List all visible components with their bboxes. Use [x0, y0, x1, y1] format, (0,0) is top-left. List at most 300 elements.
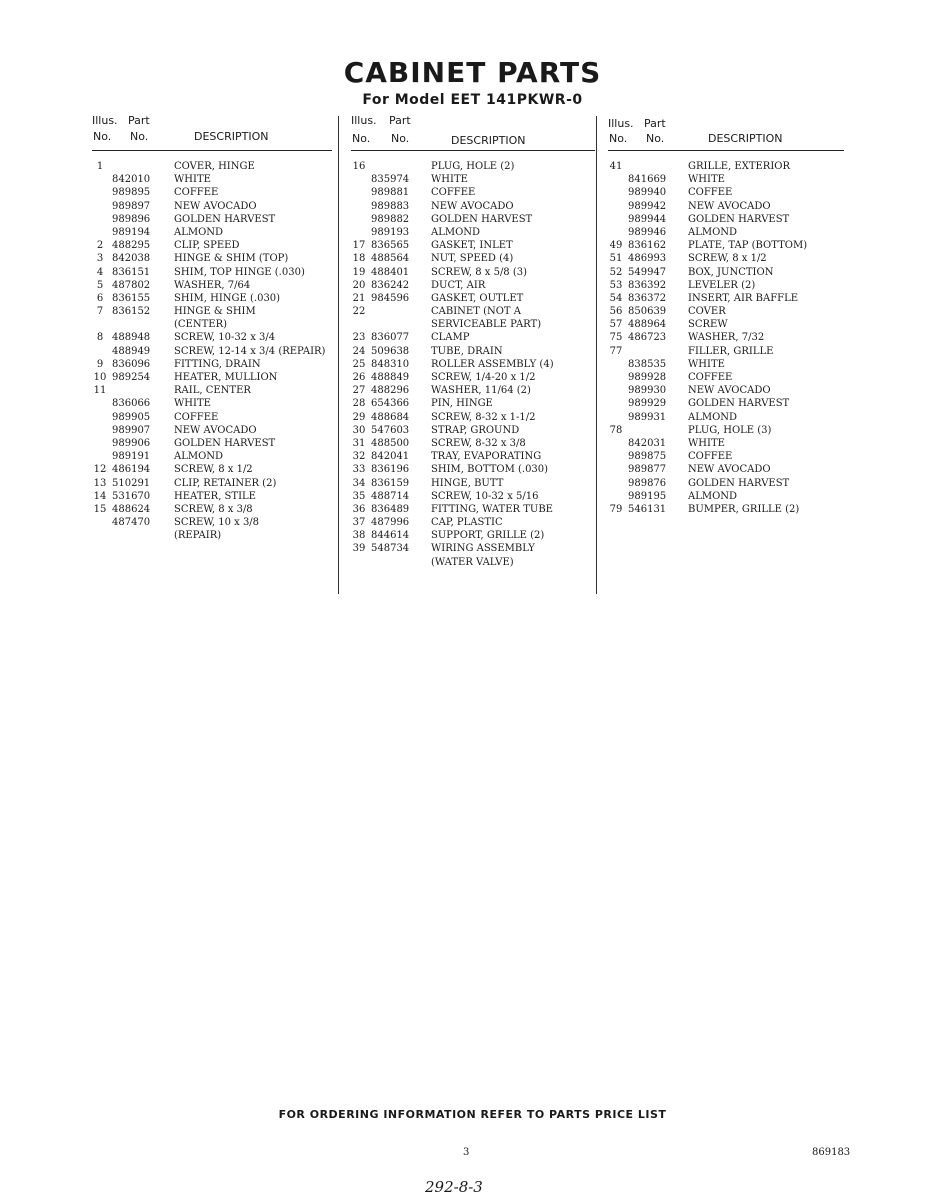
part-row [351, 279, 595, 292]
part-number: 510291 [112, 477, 151, 489]
part-description: CLIP, SPEED [174, 240, 240, 252]
part-row [608, 477, 844, 490]
part-description: GRILLE, EXTERIOR [688, 161, 791, 172]
part-description: PLATE, TAP (BOTTOM) [688, 240, 808, 252]
illus-number: 30 [352, 424, 366, 436]
part-number: 836489 [371, 503, 410, 515]
illus-number: 24 [352, 345, 366, 357]
part-row [92, 279, 332, 292]
illus-number: 21 [352, 292, 366, 304]
part-number: 850639 [628, 306, 667, 318]
illus-number: 16 [352, 161, 366, 172]
part-row [92, 411, 332, 424]
part-number: 989946 [628, 226, 667, 238]
part-row [92, 239, 332, 252]
part-row [351, 503, 595, 516]
illus-number: 34 [352, 477, 366, 489]
illus-number: 31 [352, 437, 366, 449]
illus-number: 4 [96, 266, 104, 278]
part-row [351, 411, 595, 424]
part-row [92, 331, 332, 344]
part-description: NEW AVOCADO [688, 200, 771, 212]
part-number: 836066 [112, 398, 151, 410]
part-number: 836196 [371, 464, 410, 476]
illus-number: 6 [96, 292, 104, 304]
illus-number: 52 [609, 266, 623, 278]
illus-number: 35 [352, 490, 366, 502]
ordering-info-footer: FOR ORDERING INFORMATION REFER TO PARTS PRICE LIST [278, 1108, 667, 1121]
parts-rows [92, 160, 332, 542]
part-number: 989877 [628, 464, 667, 476]
part-row [608, 266, 844, 279]
part-number: 989895 [112, 187, 151, 199]
part-description: CLAMP [431, 332, 470, 344]
part-row [92, 305, 332, 318]
part-row [92, 318, 332, 331]
part-description: RAIL, CENTER [174, 385, 251, 397]
part-description: ALMOND [688, 226, 738, 238]
part-row [92, 226, 332, 239]
part-description: WHITE [688, 358, 725, 370]
part-row [92, 173, 332, 186]
part-description: STRAP, GROUND [431, 424, 520, 436]
part-row [351, 160, 595, 173]
part-description: SHIM, BOTTOM (.030) [431, 464, 549, 476]
part-description: WASHER, 11/64 (2) [431, 385, 531, 397]
part-description: GOLDEN HARVEST [688, 477, 790, 489]
part-row [92, 371, 332, 384]
column-header [92, 114, 332, 152]
part-description: BUMPER, GRILLE (2) [688, 503, 800, 515]
part-number: 488714 [371, 490, 410, 502]
part-description: SHIM, TOP HINGE (.030) [174, 266, 305, 278]
illus-number: 36 [352, 503, 366, 515]
part-number: 842031 [628, 437, 667, 449]
illus-number: 29 [352, 411, 366, 423]
part-number: 486194 [112, 464, 151, 476]
part-row [608, 252, 844, 265]
part-row [608, 463, 844, 476]
part-description: SCREW, 10-32 x 3/4 [174, 332, 276, 344]
parts-column-2 [351, 114, 595, 569]
header-part-no: No. [646, 132, 665, 145]
part-number: 841669 [628, 174, 667, 186]
part-description: SCREW, 10-32 x 5/16 [431, 490, 539, 502]
part-description: SCREW, 1/4-20 x 1/2 [431, 372, 536, 383]
part-row [351, 424, 595, 437]
part-row [92, 516, 332, 529]
part-number: 548734 [371, 543, 410, 555]
illus-number: 5 [96, 279, 104, 291]
illus-number: 78 [609, 424, 623, 436]
header-part-no: No. [391, 132, 410, 145]
document-number: 869183 [812, 1147, 851, 1158]
part-number: 836077 [371, 332, 410, 344]
part-number: 989897 [112, 200, 151, 212]
illus-number: 37 [352, 517, 366, 529]
part-number: 989929 [628, 398, 667, 410]
part-description: SUPPORT, GRILLE (2) [431, 530, 545, 542]
header-illus: Illus. [351, 114, 377, 127]
part-number: 989194 [112, 226, 151, 238]
part-description: TUBE, DRAIN [431, 345, 503, 357]
part-description: WHITE [431, 174, 468, 186]
part-number: 989930 [628, 385, 667, 397]
part-row [351, 477, 595, 490]
part-row [92, 213, 332, 226]
part-number: 842041 [371, 451, 410, 463]
illus-number: 11 [93, 385, 107, 397]
part-number: 488948 [112, 332, 151, 344]
part-row [351, 556, 595, 569]
illus-number: 10 [93, 372, 107, 383]
part-description: CLIP, RETAINER (2) [174, 477, 277, 489]
part-number: 654366 [371, 398, 410, 410]
part-number: 989195 [628, 490, 667, 502]
part-row [92, 503, 332, 516]
part-row [92, 477, 332, 490]
illus-number: 23 [352, 332, 366, 344]
part-number: 989907 [112, 424, 151, 436]
parts-rows [351, 160, 595, 569]
part-description: COFFEE [174, 411, 219, 423]
part-description: SCREW, 8 x 3/8 [174, 503, 253, 515]
part-row [351, 173, 595, 186]
part-description: CABINET (NOT A [431, 306, 521, 318]
part-row [92, 200, 332, 213]
part-number: 838535 [628, 358, 667, 370]
header-description: DESCRIPTION [194, 130, 269, 143]
header-description: DESCRIPTION [451, 134, 526, 147]
part-row [351, 529, 595, 542]
part-description: COVER, HINGE [174, 161, 255, 172]
part-description: NEW AVOCADO [688, 464, 771, 476]
part-row [351, 200, 595, 213]
illus-number: 33 [352, 464, 366, 476]
illus-number: 32 [352, 451, 366, 463]
part-number: 546131 [628, 503, 667, 515]
part-row [351, 490, 595, 503]
illus-number: 27 [352, 385, 366, 397]
part-row [608, 173, 844, 186]
part-description: SCREW, 8-32 x 1-1/2 [431, 411, 536, 423]
part-description: DUCT, AIR [431, 279, 486, 291]
part-row [351, 437, 595, 450]
part-number: 844614 [371, 530, 410, 542]
part-row [351, 450, 595, 463]
part-description: NEW AVOCADO [174, 200, 257, 212]
part-number: 989191 [112, 451, 151, 463]
part-description: ALMOND [688, 411, 738, 423]
part-description: WHITE [174, 398, 211, 410]
part-description: GOLDEN HARVEST [174, 437, 276, 449]
illus-number: 14 [93, 490, 107, 502]
part-description: ALMOND [174, 226, 224, 238]
part-number: 488684 [371, 411, 410, 423]
part-row [92, 529, 332, 542]
part-row [92, 450, 332, 463]
part-row [608, 200, 844, 213]
part-row [608, 424, 844, 437]
part-description: COVER [688, 306, 726, 318]
header-part: Part [644, 117, 666, 130]
part-number: 989928 [628, 372, 667, 383]
part-number: 488500 [371, 437, 410, 449]
part-description: ALMOND [688, 490, 738, 502]
header-rule [608, 150, 844, 151]
parts-column-1 [92, 114, 332, 542]
illus-number: 49 [609, 240, 623, 252]
part-row [608, 305, 844, 318]
illus-number: 56 [609, 306, 623, 318]
part-description: ALMOND [431, 226, 481, 238]
part-description: PIN, HINGE [431, 398, 493, 410]
part-number: 836159 [371, 477, 410, 489]
part-description: TRAY, EVAPORATING [431, 451, 542, 463]
header-part: Part [128, 114, 150, 127]
part-number: 984596 [371, 292, 410, 304]
part-number: 989942 [628, 200, 667, 212]
part-row [351, 542, 595, 555]
part-row [608, 292, 844, 305]
part-number: 488964 [628, 319, 667, 331]
part-description: WHITE [688, 174, 725, 186]
part-row [351, 358, 595, 371]
part-description: FITTING, WATER TUBE [431, 503, 553, 515]
part-number: 488295 [112, 240, 151, 252]
illus-number: 18 [352, 253, 366, 265]
part-row [351, 305, 595, 318]
part-description: HINGE & SHIM [174, 306, 256, 318]
part-description: SCREW, 12-14 x 3/4 (REPAIR) [174, 345, 326, 357]
part-description: SCREW [688, 319, 728, 331]
part-row [608, 345, 844, 358]
illus-number: 26 [352, 372, 366, 383]
part-description: SCREW, 10 x 3/8 [174, 517, 260, 529]
illus-number: 8 [96, 332, 104, 344]
header-illus-no: No. [352, 132, 371, 145]
illus-number: 15 [93, 503, 107, 515]
part-description: SERVICEABLE PART) [431, 319, 542, 331]
handwritten-note: 292-8-3 [425, 1178, 483, 1196]
part-description: WASHER, 7/64 [174, 279, 251, 291]
illus-number: 57 [609, 319, 623, 331]
part-row [351, 239, 595, 252]
part-number: 835974 [371, 174, 410, 186]
part-number: 488949 [112, 345, 151, 357]
illus-number: 54 [609, 292, 623, 304]
illus-number: 28 [352, 398, 366, 410]
part-row [351, 186, 595, 199]
illus-number: 17 [352, 240, 366, 252]
part-row [608, 450, 844, 463]
part-row [92, 490, 332, 503]
part-description: WHITE [174, 174, 211, 186]
column-divider [338, 116, 339, 594]
part-description: COFFEE [431, 187, 476, 199]
part-description: WASHER, 7/32 [688, 332, 765, 344]
part-row [351, 318, 595, 331]
part-row [351, 384, 595, 397]
part-row [92, 266, 332, 279]
illus-number: 9 [96, 358, 104, 370]
part-number: 842010 [112, 174, 151, 186]
part-row [92, 437, 332, 450]
column-header [608, 114, 844, 152]
part-row [608, 331, 844, 344]
part-row [92, 252, 332, 265]
part-row [608, 318, 844, 331]
part-number: 836565 [371, 240, 410, 252]
part-description: INSERT, AIR BAFFLE [688, 292, 799, 304]
illus-number: 79 [609, 503, 623, 515]
part-description: ROLLER ASSEMBLY (4) [431, 358, 554, 370]
part-description: WHITE [688, 437, 725, 449]
part-number: 848310 [371, 358, 410, 370]
part-row [608, 503, 844, 516]
part-row [351, 397, 595, 410]
column-header [351, 114, 595, 152]
part-description: HEATER, STILE [174, 490, 256, 502]
part-description: GOLDEN HARVEST [431, 213, 533, 225]
part-description: GOLDEN HARVEST [688, 213, 790, 225]
part-row [351, 226, 595, 239]
part-number: 989876 [628, 477, 667, 489]
illus-number: 12 [93, 464, 107, 476]
part-description: FITTING, DRAIN [174, 358, 261, 370]
illus-number: 77 [609, 345, 623, 357]
part-description: GASKET, INLET [431, 240, 513, 252]
part-number: 842038 [112, 253, 151, 265]
illus-number: 39 [352, 543, 366, 555]
part-description: HINGE & SHIM (TOP) [174, 253, 289, 265]
part-description: GASKET, OUTLET [431, 292, 524, 304]
illus-number: 3 [96, 253, 104, 265]
header-illus-no: No. [93, 130, 112, 143]
part-description: NEW AVOCADO [688, 385, 771, 397]
part-number: 836151 [112, 266, 151, 278]
part-row [608, 358, 844, 371]
illus-number: 1 [96, 161, 104, 172]
part-description: BOX, JUNCTION [688, 266, 774, 278]
part-description: COFFEE [688, 187, 733, 199]
illus-number: 75 [609, 332, 623, 344]
part-number: 486723 [628, 332, 667, 344]
part-row [351, 252, 595, 265]
header-illus: Illus. [92, 114, 118, 127]
part-number: 836155 [112, 292, 151, 304]
part-row [608, 279, 844, 292]
illus-number: 53 [609, 279, 623, 291]
part-description: NEW AVOCADO [431, 200, 514, 212]
part-description: HINGE, BUTT [431, 477, 504, 489]
header-rule [351, 150, 595, 151]
part-number: 836152 [112, 306, 151, 318]
part-row [351, 371, 595, 384]
part-row [92, 160, 332, 173]
part-number: 488624 [112, 503, 151, 515]
part-description: ALMOND [174, 451, 224, 463]
part-row [92, 424, 332, 437]
part-description: SCREW, 8 x 5/8 (3) [431, 266, 528, 278]
part-number: 487470 [112, 517, 151, 529]
part-description: PLUG, HOLE (3) [688, 424, 772, 436]
part-number: 836372 [628, 292, 667, 304]
part-row [92, 384, 332, 397]
part-description: SCREW, 8-32 x 3/8 [431, 437, 526, 449]
header-illus: Illus. [608, 117, 634, 130]
part-row [92, 358, 332, 371]
page-number: 3 [463, 1147, 470, 1158]
part-description: COFFEE [174, 187, 219, 199]
part-description: GOLDEN HARVEST [688, 398, 790, 410]
illus-number: 2 [96, 240, 104, 252]
part-row [351, 463, 595, 476]
part-description: SHIM, HINGE (.030) [174, 292, 281, 304]
part-row [351, 213, 595, 226]
part-number: 487802 [112, 279, 151, 291]
part-row [608, 384, 844, 397]
header-part-no: No. [130, 130, 149, 143]
part-description: NUT, SPEED (4) [431, 253, 514, 265]
part-number: 989883 [371, 200, 410, 212]
part-number: 989254 [112, 372, 151, 383]
model-subtitle: For Model EET 141PKWR-0 [362, 92, 583, 108]
parts-rows [608, 160, 844, 516]
part-row [608, 437, 844, 450]
part-number: 509638 [371, 345, 410, 357]
part-description: (WATER VALVE) [431, 556, 514, 568]
header-part: Part [389, 114, 411, 127]
illus-number: 51 [609, 253, 623, 265]
illus-number: 20 [352, 279, 366, 291]
part-number: 989896 [112, 213, 151, 225]
column-divider [596, 116, 597, 594]
illus-number: 22 [352, 306, 366, 318]
part-description: WIRING ASSEMBLY [431, 543, 535, 555]
part-row [351, 292, 595, 305]
part-row [92, 292, 332, 305]
part-row [608, 411, 844, 424]
part-description: (CENTER) [174, 319, 228, 331]
part-number: 836242 [371, 279, 410, 291]
part-number: 989931 [628, 411, 667, 423]
part-description: FILLER, GRILLE [688, 345, 774, 357]
part-description: NEW AVOCADO [174, 424, 257, 436]
part-row [92, 345, 332, 358]
part-row [608, 239, 844, 252]
part-row [92, 186, 332, 199]
part-row [351, 331, 595, 344]
part-row [608, 371, 844, 384]
part-number: 488849 [371, 372, 410, 383]
part-description: CAP, PLASTIC [431, 517, 503, 529]
illus-number: 25 [352, 358, 366, 370]
part-number: 989940 [628, 187, 667, 199]
header-illus-no: No. [609, 132, 628, 145]
illus-number: 41 [609, 161, 623, 172]
part-number: 989905 [112, 411, 151, 423]
part-number: 547603 [371, 424, 410, 436]
part-description: GOLDEN HARVEST [174, 213, 276, 225]
parts-column-3 [608, 114, 844, 516]
part-row [92, 463, 332, 476]
header-description: DESCRIPTION [708, 132, 783, 145]
part-number: 836162 [628, 240, 667, 252]
part-row [351, 266, 595, 279]
part-number: 487996 [371, 517, 410, 529]
illus-number: 19 [352, 266, 366, 278]
